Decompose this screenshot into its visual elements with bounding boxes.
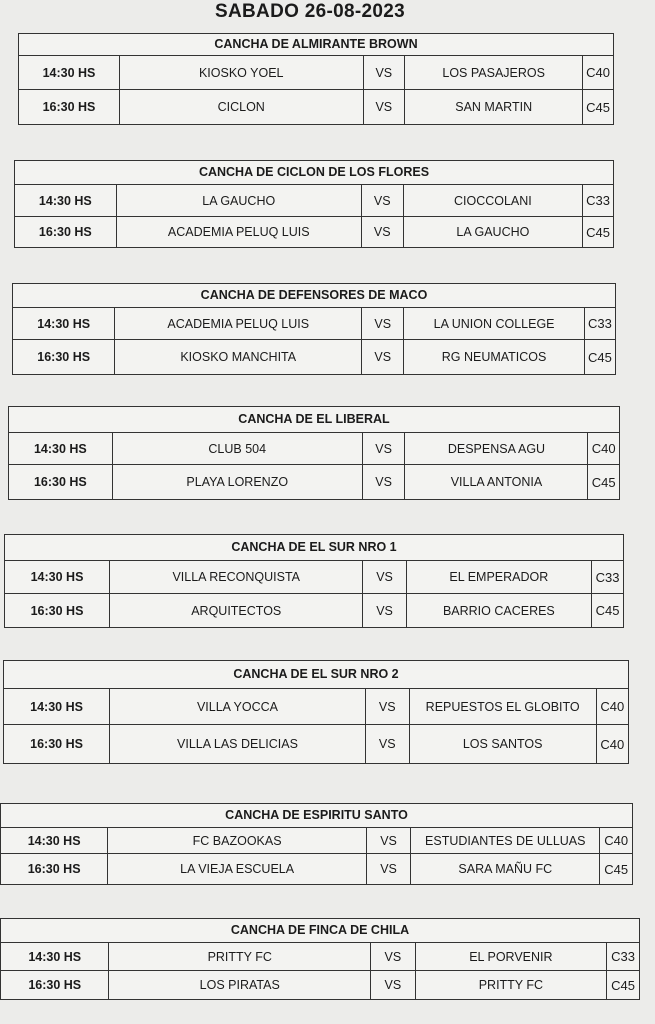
match-time: 16:30 HS xyxy=(15,217,117,247)
match-row xyxy=(13,308,615,340)
away-team: ESTUDIANTES DE ULLUAS xyxy=(411,828,600,853)
home-team: ACADEMIA PELUQ LUIS xyxy=(117,217,362,247)
venue-title: CANCHA DE FINCA DE CHILA xyxy=(1,919,639,943)
match-time: 14:30 HS xyxy=(4,689,110,724)
venue-table xyxy=(12,283,616,375)
match-time: 14:30 HS xyxy=(1,943,109,970)
away-team: REPUESTOS EL GLOBITO xyxy=(410,689,597,724)
page-title: SABADO 26-08-2023 xyxy=(215,1,405,22)
match-time: 16:30 HS xyxy=(1,854,108,884)
match-time: 16:30 HS xyxy=(5,594,110,627)
home-team: ACADEMIA PELUQ LUIS xyxy=(115,308,362,339)
vs-label: VS xyxy=(363,594,406,627)
match-row xyxy=(13,340,615,374)
vs-label: VS xyxy=(371,971,416,999)
match-row xyxy=(19,56,613,90)
match-row xyxy=(15,217,613,247)
match-time: 14:30 HS xyxy=(1,828,108,853)
category-code: C33 xyxy=(611,949,635,964)
vs-label: VS xyxy=(363,561,406,593)
venue-title: CANCHA DE DEFENSORES DE MACO xyxy=(13,284,615,308)
match-row xyxy=(9,433,619,465)
match-time: 16:30 HS xyxy=(1,971,109,999)
home-team: FC BAZOOKAS xyxy=(108,828,367,853)
vs-label: VS xyxy=(362,217,404,247)
match-row xyxy=(1,854,632,884)
category-code: C45 xyxy=(586,224,610,240)
venue-table xyxy=(0,803,633,885)
home-team: KIOSKO YOEL xyxy=(120,56,364,89)
venue-table xyxy=(3,660,629,764)
category-code: C40 xyxy=(591,441,616,456)
home-team: ARQUITECTOS xyxy=(110,594,363,627)
match-time: 14:30 HS xyxy=(15,185,117,216)
away-team: SARA MAÑU FC xyxy=(411,854,600,884)
home-team: PRITTY FC xyxy=(109,943,371,970)
match-row xyxy=(1,828,632,854)
vs-label: VS xyxy=(367,828,411,853)
venue-title: CANCHA DE ESPIRITU SANTO xyxy=(1,804,632,828)
category-code: C40 xyxy=(604,833,629,848)
match-row xyxy=(4,689,628,725)
away-team: VILLA ANTONIA xyxy=(405,465,588,499)
vs-label: VS xyxy=(371,943,416,970)
away-team: PRITTY FC xyxy=(416,971,607,999)
category-code: C45 xyxy=(587,349,612,365)
home-team: CLUB 504 xyxy=(113,433,363,464)
category-code: C33 xyxy=(587,316,612,331)
category-code: C45 xyxy=(595,603,620,618)
category-code: C45 xyxy=(586,99,611,115)
match-row xyxy=(19,90,613,124)
match-row xyxy=(1,971,639,999)
match-row xyxy=(5,561,623,594)
category-code: C33 xyxy=(586,193,610,208)
home-team: LA VIEJA ESCUELA xyxy=(108,854,367,884)
category-code: C45 xyxy=(611,977,635,993)
category-code: C45 xyxy=(604,861,629,877)
category-code: C45 xyxy=(591,474,616,490)
category-code: C40 xyxy=(600,736,625,752)
match-time: 14:30 HS xyxy=(9,433,113,464)
match-time: 14:30 HS xyxy=(13,308,115,339)
category-code: C33 xyxy=(595,569,620,585)
match-row xyxy=(9,465,619,499)
vs-label: VS xyxy=(366,725,410,763)
match-row xyxy=(5,594,623,627)
vs-label: VS xyxy=(363,433,406,464)
away-team: CIOCCOLANI xyxy=(404,185,583,216)
away-team: EL PORVENIR xyxy=(416,943,607,970)
category-code: C40 xyxy=(586,65,611,80)
away-team: BARRIO CACERES xyxy=(407,594,592,627)
vs-label: VS xyxy=(362,308,404,339)
vs-label: VS xyxy=(362,185,404,216)
vs-label: VS xyxy=(366,689,410,724)
venue-title: CANCHA DE EL LIBERAL xyxy=(9,407,619,433)
venue-table xyxy=(18,33,614,125)
vs-label: VS xyxy=(362,340,404,374)
home-team: KIOSKO MANCHITA xyxy=(115,340,362,374)
match-row xyxy=(15,185,613,217)
home-team: LOS PIRATAS xyxy=(109,971,371,999)
venue-title: CANCHA DE EL SUR NRO 2 xyxy=(4,661,628,689)
venue-title: CANCHA DE CICLON DE LOS FLORES xyxy=(15,161,613,185)
away-team: LA UNION COLLEGE xyxy=(404,308,585,339)
venue-table xyxy=(0,918,640,1000)
match-time: 14:30 HS xyxy=(5,561,110,593)
venue-title: CANCHA DE ALMIRANTE BROWN xyxy=(19,34,613,56)
venue-table xyxy=(4,534,624,628)
venue-table xyxy=(8,406,620,500)
home-team: VILLA RECONQUISTA xyxy=(110,561,363,593)
vs-label: VS xyxy=(364,56,406,89)
away-team: DESPENSA AGU xyxy=(405,433,588,464)
away-team: LOS SANTOS xyxy=(410,725,597,763)
vs-label: VS xyxy=(367,854,411,884)
match-time: 16:30 HS xyxy=(4,725,110,763)
away-team: LOS PASAJEROS xyxy=(405,56,583,89)
vs-label: VS xyxy=(363,465,406,499)
home-team: CICLON xyxy=(120,90,364,124)
away-team: LA GAUCHO xyxy=(404,217,583,247)
match-time: 14:30 HS xyxy=(19,56,120,89)
category-code: C40 xyxy=(600,699,625,714)
match-time: 16:30 HS xyxy=(13,340,115,374)
home-team: VILLA LAS DELICIAS xyxy=(110,725,366,763)
match-row xyxy=(4,725,628,763)
away-team: RG NEUMATICOS xyxy=(404,340,585,374)
venue-table xyxy=(14,160,614,248)
away-team: SAN MARTIN xyxy=(405,90,583,124)
home-team: LA GAUCHO xyxy=(117,185,362,216)
vs-label: VS xyxy=(364,90,406,124)
match-time: 16:30 HS xyxy=(19,90,120,124)
home-team: VILLA YOCCA xyxy=(110,689,366,724)
home-team: PLAYA LORENZO xyxy=(113,465,363,499)
away-team: EL EMPERADOR xyxy=(407,561,592,593)
match-row xyxy=(1,943,639,971)
match-time: 16:30 HS xyxy=(9,465,113,499)
venue-title: CANCHA DE EL SUR NRO 1 xyxy=(5,535,623,561)
